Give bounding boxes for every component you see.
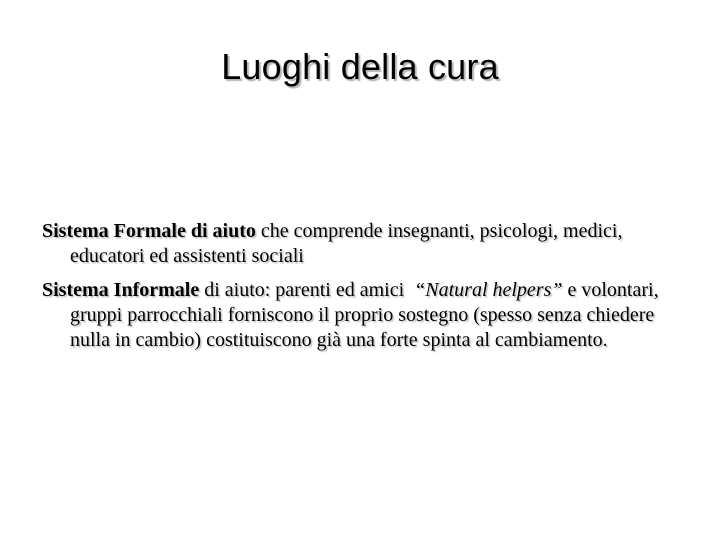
informal-system-description-start: di aiuto: parenti ed amici — [199, 279, 415, 301]
slide-title: Luoghi della cura — [221, 46, 499, 87]
paragraph-informal-system — [42, 278, 682, 353]
informal-system-description-end: e volontari, gruppi parrocchiali forniscono il proprio sostegno (spesso senza chiedere nulla in cambio) costituiscono già una forte spinta al cambiamento. — [70, 279, 659, 351]
informal-system-term: Sistema Informale — [42, 279, 200, 301]
formal-system-description: che comprende insegnanti, psicologi, medici, educatori ed assistenti sociali — [70, 220, 623, 267]
formal-system-term: Sistema Formale di aiuto — [42, 220, 256, 242]
slide-body — [42, 219, 682, 362]
natural-helpers-quote: “Natural helpers” — [414, 279, 563, 301]
paragraph-formal-system — [42, 219, 682, 269]
